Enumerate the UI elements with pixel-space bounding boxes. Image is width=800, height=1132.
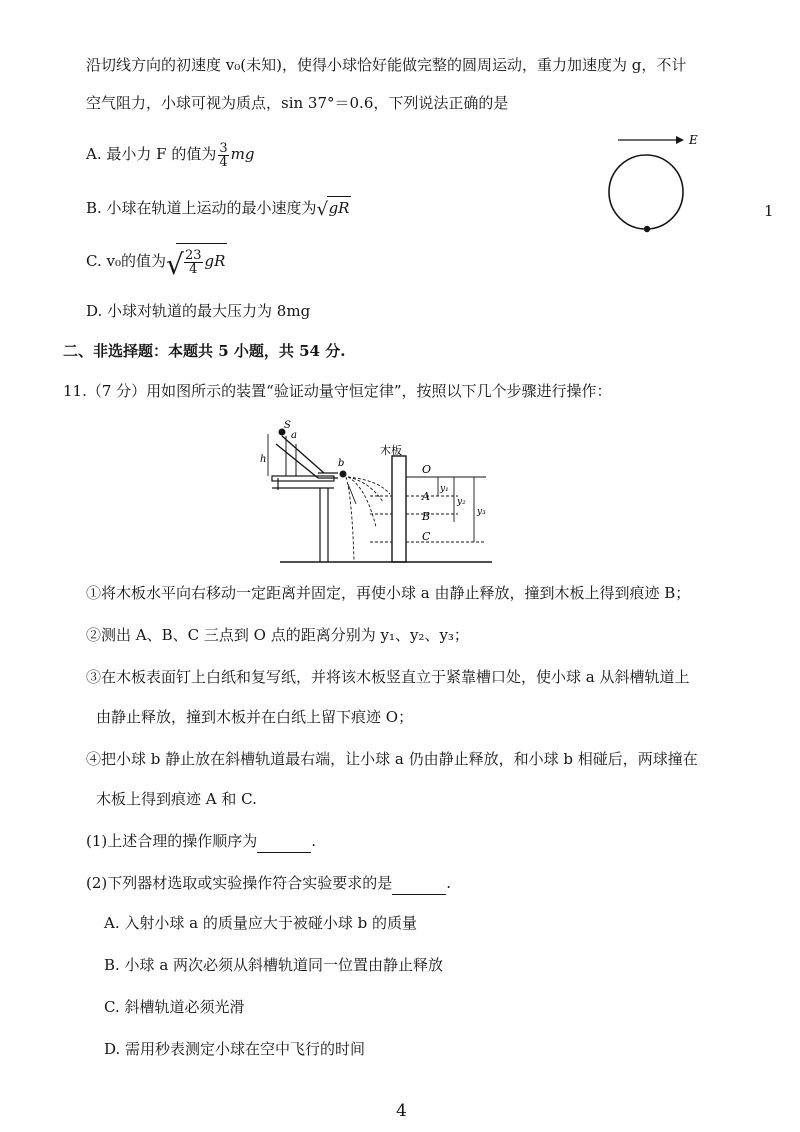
q10-option-c-fraction: [184, 249, 203, 276]
page-number: 4: [396, 1101, 407, 1121]
q11-sub1-text: (1)上述合理的操作顺序为: [86, 832, 258, 850]
q10-line1: 沿切线方向的初速度 v₀(未知)，使得小球恰好能做完整的圆周运动，重力加速度为 g，不计: [86, 56, 687, 74]
label-board: 木板: [380, 444, 402, 457]
q10-option-a-unit: mg: [230, 145, 255, 163]
label-h: h: [260, 454, 267, 465]
q11-step4-line2: 木板上得到痕迹 A 和 C.: [96, 790, 257, 808]
q10-option-c-unit: gR: [204, 252, 226, 270]
wooden-board: [392, 456, 406, 562]
q10-option-a-numerator: 3: [219, 140, 228, 156]
q11-sub1-end: .: [311, 832, 317, 850]
q10-option-c-sqrt: √ $\frac{23}{4}$ gR: [166, 243, 227, 278]
q10-option-a: [86, 138, 254, 170]
ball: [644, 226, 650, 232]
margin-number: 1: [764, 202, 774, 220]
answer-blank-1[interactable]: [257, 830, 311, 853]
label-s: S: [284, 420, 291, 431]
trajectory-c: [348, 477, 376, 527]
q11-step2: ②测出 A、B、C 三点到 O 点的距离分别为 y₁、y₂、y₃；: [86, 626, 469, 644]
q11-option-c: C. 斜槽轨道必须光滑: [104, 998, 245, 1016]
q10-option-d: D. 小球对轨道的最大压力为 8mg: [86, 302, 311, 320]
q10-line2: 空气阻力，小球可视为质点，sin 37°＝0.6，下列说法正确的是: [86, 94, 509, 112]
q11-sub1: [86, 830, 316, 853]
q11-sub2-text: (2)下列器材选取或实验操作符合实验要求的是: [86, 874, 393, 892]
q11-option-a: A. 入射小球 a 的质量应大于被碰小球 b 的质量: [104, 914, 417, 932]
section-heading: 二、非选择题：本题共 5 小题，共 54 分.: [63, 342, 346, 360]
q10-option-a-text: A. 最小力 F 的值为: [86, 145, 217, 163]
q10-option-c-denominator: 4: [189, 261, 198, 277]
field-label-e: E: [689, 133, 698, 147]
label-b: b: [338, 458, 345, 469]
q10-option-b-text: B. 小球在轨道上运动的最小速度为: [86, 199, 317, 217]
q10-option-a-fraction: [218, 142, 228, 169]
q11-step3-line2: 由静止释放，撞到木板并在白纸上留下痕迹 O；: [96, 708, 414, 726]
q10-option-c-numerator: 23: [184, 247, 202, 263]
label-c-point: C: [422, 530, 431, 543]
q11-intro: 11.（7 分）用如图所示的装置“验证动量守恒定律”，按照以下几个步骤进行操作：: [63, 382, 612, 400]
label-a: a: [291, 430, 297, 441]
label-b-point: B: [422, 510, 431, 523]
label-y3: y₃: [477, 507, 486, 517]
circular-track: [609, 155, 683, 229]
q11-step1: ①将木板水平向右移动一定距离并固定，再使小球 a 由静止释放，撞到木板上得到痕迹 B；: [86, 584, 691, 602]
q10-option-a-denominator: 4: [219, 154, 228, 170]
q11-sub2-end: .: [446, 874, 452, 892]
field-arrow-head: [676, 136, 684, 144]
q10-option-c-text: C. v₀的值为: [86, 252, 166, 270]
q11-step3-line1: ③在木板表面钉上白纸和复写纸，并将该木板竖直立于紧靠槽口处，使小球 a 从斜槽轨道上: [86, 668, 690, 686]
label-a-point: A: [422, 490, 430, 503]
q10-option-b-sqrt: √ gR: [317, 196, 352, 219]
q10-option-b-radicand: gR: [327, 196, 352, 219]
q11-option-d: D. 需用秒表测定小球在空中飞行的时间: [104, 1040, 366, 1058]
q10-option-b: [86, 196, 351, 219]
q10-option-c: [86, 243, 227, 281]
label-y1: y₁: [440, 484, 449, 494]
ball-b: [340, 471, 347, 478]
label-y2: y₂: [457, 497, 466, 507]
circular-track-figure: [600, 126, 720, 246]
answer-blank-2[interactable]: [392, 872, 446, 895]
q11-sub2: [86, 872, 451, 895]
q11-step4-line1: ④把小球 b 静止放在斜槽轨道最右端，让小球 a 仍由静止释放，和小球 b 相碰后，两球撞在: [86, 750, 698, 768]
apparatus-figure: [258, 422, 508, 567]
q11-option-b: B. 小球 a 两次必须从斜槽轨道同一位置由静止释放: [104, 956, 444, 974]
label-o: O: [422, 463, 432, 476]
